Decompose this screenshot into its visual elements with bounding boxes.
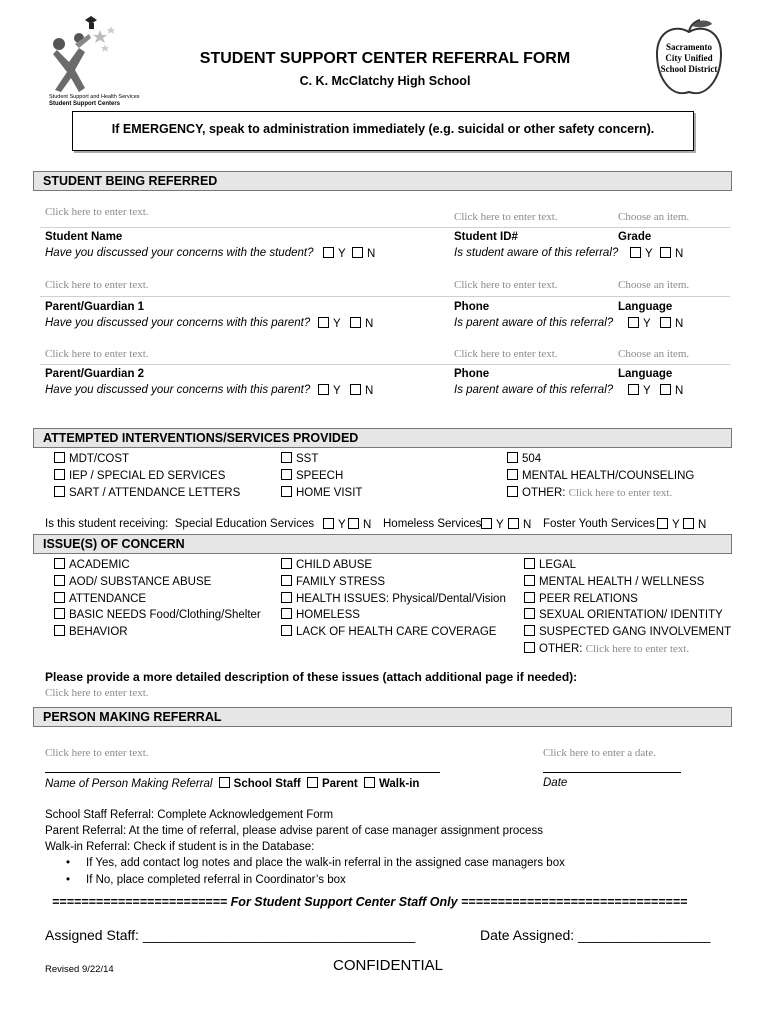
district-line-2: City Unified [665, 53, 713, 63]
issues-section-header [33, 534, 732, 554]
parent1-language-label: Language [618, 301, 673, 313]
issue-homeless[interactable]: HOMELESS [281, 608, 360, 621]
school-name: C. K. McClatchy High School [299, 74, 471, 88]
assigned-staff-field[interactable]: Assigned Staff: ___________________________________ [45, 927, 416, 943]
intervention-iep[interactable]: IEP / SPECIAL ED SERVICES [54, 469, 225, 482]
issue-legal[interactable]: LEGAL [524, 558, 576, 571]
parent1-language-select[interactable]: Choose an item. [618, 279, 690, 291]
discussed-student-yes[interactable]: Y [323, 247, 346, 260]
issue-family-stress[interactable]: FAMILY STRESS [281, 575, 385, 588]
referrer-title: PERSON MAKING REFERRAL [43, 710, 222, 724]
parent2-name-input[interactable]: Click here to enter text. [45, 348, 149, 360]
issue-basic-needs[interactable]: BASIC NEEDS Food/Clothing/Shelter [54, 608, 261, 621]
foster-label: Foster Youth Services [543, 518, 655, 530]
emergency-text: If EMERGENCY, speak to administration immediately (e.g. suicidal or other safety concern). [111, 122, 655, 136]
q-parent1-aware: Is parent aware of this referral? [454, 317, 614, 329]
intervention-speech[interactable]: SPEECH [281, 469, 343, 482]
logo-caption-2: Student Support Centers [49, 101, 121, 107]
grade-label: Grade [618, 231, 652, 243]
description-input[interactable]: Click here to enter text. [45, 687, 149, 699]
student-id-input[interactable]: Click here to enter text. [454, 211, 558, 223]
referrer-name-label: Name of Person Making Referral School Staff Parent Walk-in [45, 778, 420, 790]
q-discussed-parent2: Have you discussed your concerns with this parent? [45, 384, 311, 396]
intervention-home-visit[interactable]: HOME VISIT [281, 486, 362, 499]
discussed-parent2-yes[interactable]: Y [318, 384, 341, 397]
interventions-section-header [33, 428, 732, 448]
intervention-sart[interactable]: SART / ATTENDANCE LETTERS [54, 486, 240, 499]
parent2-aware-yes[interactable]: Y [628, 384, 651, 397]
date-label: Date [543, 777, 568, 789]
student-section-header [33, 171, 732, 191]
discussed-parent1-no[interactable]: N [350, 317, 373, 330]
parent1-phone-input[interactable]: Click here to enter text. [454, 279, 558, 291]
district-logo [652, 18, 726, 100]
q-discussed-student: Have you discussed your concerns with the student? [45, 247, 314, 259]
q-student-aware: Is student aware of this referral? [454, 247, 619, 259]
revised-date: Revised 9/22/14 [45, 964, 114, 975]
parent1-aware-no[interactable]: N [660, 317, 683, 330]
grade-select[interactable]: Choose an item. [618, 211, 690, 223]
interventions-title: ATTEMPTED INTERVENTIONS/SERVICES PROVIDED [43, 431, 359, 445]
parent2-aware-no[interactable]: N [660, 384, 683, 397]
issue-mental-health[interactable]: MENTAL HEALTH / WELLNESS [524, 575, 704, 588]
issue-other-input[interactable]: Click here to enter text. [585, 643, 690, 655]
parent2-phone-input[interactable]: Click here to enter text. [454, 348, 558, 360]
issue-peer[interactable]: PEER RELATIONS [524, 592, 638, 605]
intervention-sst[interactable]: SST [281, 452, 318, 465]
intervention-mdt[interactable]: MDT/COST [54, 452, 129, 465]
issue-aod[interactable]: AOD/ SUBSTANCE ABUSE [54, 575, 211, 588]
issues-title: ISSUE(S) OF CONCERN [43, 537, 185, 551]
referral-date-input[interactable]: Click here to enter a date. [543, 747, 657, 759]
instruction-walkin: Walk-in Referral: Check if student is in the Database: [45, 841, 315, 853]
confidential-label: CONFIDENTIAL [333, 957, 444, 974]
issue-gang[interactable]: SUSPECTED GANG INVOLVEMENT [524, 625, 731, 638]
issue-health-coverage[interactable]: LACK OF HEALTH CARE COVERAGE [281, 625, 496, 638]
issue-orientation[interactable]: SEXUAL ORIENTATION/ IDENTITY [524, 608, 723, 621]
school-staff-checkbox[interactable]: School Staff [219, 778, 301, 790]
homeless-label: Homeless Services [383, 518, 482, 530]
homeless-yes[interactable]: Y [481, 518, 504, 531]
instruction-parent: Parent Referral: At the time of referral, please advise parent of case manager assignment process [45, 825, 543, 837]
intervention-mental-health[interactable]: MENTAL HEALTH/COUNSELING [507, 469, 694, 482]
emergency-notice [72, 111, 694, 151]
issue-child-abuse[interactable]: CHILD ABUSE [281, 558, 372, 571]
special-ed-yes[interactable]: Y [323, 518, 346, 531]
parent1-name-input[interactable]: Click here to enter text. [45, 279, 149, 291]
q-discussed-parent1: Have you discussed your concerns with this parent? [45, 317, 311, 329]
issue-behavior[interactable]: BEHAVIOR [54, 625, 128, 638]
student-name-input[interactable]: Click here to enter text. [45, 206, 149, 218]
district-line-3: School District [660, 64, 718, 74]
student-id-label: Student ID# [454, 231, 518, 243]
intervention-other[interactable]: OTHER: Click here to enter text. [507, 486, 672, 499]
issue-other[interactable]: OTHER: Click here to enter text. [524, 642, 689, 655]
parent2-language-label: Language [618, 368, 673, 380]
parent-checkbox[interactable]: Parent [307, 778, 358, 790]
foster-yes[interactable]: Y [657, 518, 680, 531]
bullet-yes: • If Yes, add contact log notes and place the walk-in referral in the assigned case managers box [66, 857, 565, 869]
parent1-phone-label: Phone [454, 301, 490, 313]
parent1-label: Parent/Guardian 1 [45, 301, 145, 313]
referrer-name-input[interactable]: Click here to enter text. [45, 747, 149, 759]
student-aware-yes[interactable]: Y [630, 247, 653, 260]
logo-caption-1: Student Support and Health Services [49, 94, 140, 100]
instruction-staff: School Staff Referral: Complete Acknowledgement Form [45, 809, 334, 821]
form-title: STUDENT SUPPORT CENTER REFERRAL FORM [199, 50, 571, 67]
parent2-language-select[interactable]: Choose an item. [618, 348, 690, 360]
student-name-label: Student Name [45, 231, 123, 243]
bullet-no: • If No, place completed referral in Coordinator’s box [66, 874, 346, 886]
issue-academic[interactable]: ACADEMIC [54, 558, 130, 571]
discussed-student-no[interactable]: N [352, 247, 375, 260]
discussed-parent2-no[interactable]: N [350, 384, 373, 397]
parent2-label: Parent/Guardian 2 [45, 368, 145, 380]
description-prompt: Please provide a more detailed description of these issues (attach additional page if needed): [45, 670, 578, 684]
discussed-parent1-yes[interactable]: Y [318, 317, 341, 330]
special-ed-no[interactable]: N [348, 518, 371, 531]
intervention-other-input[interactable]: Click here to enter text. [568, 487, 673, 499]
issue-health[interactable]: HEALTH ISSUES: Physical/Dental/Vision [281, 592, 506, 605]
referrer-section-header [33, 707, 732, 727]
student-aware-no[interactable]: N [660, 247, 683, 260]
foster-no[interactable]: N [683, 518, 706, 531]
parent2-phone-label: Phone [454, 368, 490, 380]
issue-attendance[interactable]: ATTENDANCE [54, 592, 146, 605]
homeless-no[interactable]: N [508, 518, 531, 531]
receiving-label: Is this student receiving: Special Education Services [45, 518, 315, 530]
student-section-title: STUDENT BEING REFERRED [43, 174, 218, 188]
date-assigned-field[interactable]: Date Assigned: _________________ [480, 927, 711, 943]
walkin-checkbox[interactable]: Walk-in [364, 778, 419, 790]
parent1-aware-yes[interactable]: Y [628, 317, 651, 330]
staff-only-banner: ======================== For Student Support Center Staff Only =============================== [52, 895, 688, 909]
q-parent2-aware: Is parent aware of this referral? [454, 384, 614, 396]
district-line-1: Sacramento [666, 42, 712, 52]
intervention-504[interactable]: 504 [507, 452, 541, 465]
